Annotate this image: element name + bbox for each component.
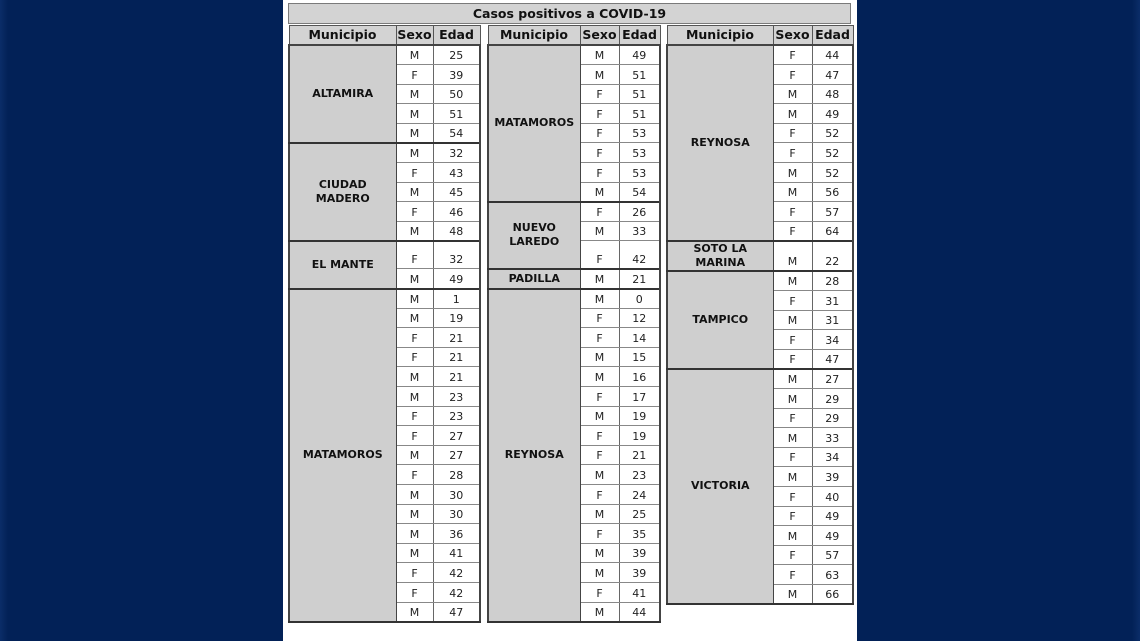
sexo-cell: M	[580, 289, 619, 309]
sexo-cell: F	[396, 582, 433, 602]
sexo-cell: M	[773, 428, 812, 448]
edad-cell: 34	[812, 447, 853, 467]
table-row	[488, 202, 660, 222]
sexo-cell: F	[580, 241, 619, 269]
sexo-cell: F	[580, 84, 619, 104]
sexo-cell: F	[773, 330, 812, 350]
edad-cell: 49	[812, 506, 853, 526]
sexo-cell: M	[396, 289, 433, 309]
sexo-cell: F	[773, 221, 812, 241]
edad-cell: 33	[812, 428, 853, 448]
sexo-cell: M	[396, 143, 433, 163]
header-sexo: Sexo	[580, 26, 619, 46]
edad-cell: 23	[619, 465, 660, 485]
sexo-cell: M	[773, 310, 812, 330]
edad-cell: 21	[619, 445, 660, 465]
edad-cell: 39	[433, 65, 480, 85]
edad-cell: 15	[619, 347, 660, 367]
edad-cell: 31	[812, 291, 853, 311]
table-row	[488, 289, 660, 309]
table-row	[667, 241, 853, 271]
edad-cell: 28	[812, 271, 853, 291]
sexo-cell: F	[773, 143, 812, 163]
sexo-cell: F	[580, 123, 619, 143]
sexo-cell: F	[773, 486, 812, 506]
sexo-cell: F	[580, 308, 619, 328]
edad-cell: 24	[619, 484, 660, 504]
sexo-cell: F	[580, 387, 619, 407]
municipio-cell: CIUDAD MADERO	[289, 143, 396, 241]
table-title: Casos positivos a COVID-19	[288, 3, 851, 24]
edad-cell: 29	[812, 389, 853, 409]
edad-cell: 42	[433, 582, 480, 602]
sexo-cell: F	[773, 506, 812, 526]
edad-cell: 19	[433, 308, 480, 328]
edad-cell: 27	[433, 445, 480, 465]
header-edad: Edad	[619, 26, 660, 46]
edad-cell: 14	[619, 328, 660, 348]
sexo-cell: F	[773, 349, 812, 369]
edad-cell: 54	[433, 123, 480, 143]
edad-cell: 34	[812, 330, 853, 350]
sexo-cell: F	[773, 65, 812, 85]
municipio-cell: PADILLA	[488, 269, 580, 289]
table-row	[488, 269, 660, 289]
edad-cell: 51	[619, 65, 660, 85]
sexo-cell: M	[396, 484, 433, 504]
edad-cell: 51	[619, 84, 660, 104]
cases-table-3	[666, 25, 854, 605]
sexo-cell: M	[773, 271, 812, 291]
edad-cell: 63	[812, 565, 853, 585]
edad-cell: 49	[433, 269, 480, 289]
edad-cell: 32	[433, 241, 480, 269]
edad-cell: 44	[812, 45, 853, 65]
edad-cell: 44	[619, 602, 660, 622]
sexo-cell: M	[580, 543, 619, 563]
header-municipio: Municipio	[667, 26, 773, 46]
sexo-cell: F	[580, 163, 619, 183]
edad-cell: 30	[433, 484, 480, 504]
municipio-cell: REYNOSA	[667, 45, 773, 241]
sexo-cell: M	[396, 45, 433, 65]
sexo-cell: M	[773, 163, 812, 183]
edad-cell: 30	[433, 504, 480, 524]
municipio-cell: EL MANTE	[289, 241, 396, 289]
edad-cell: 53	[619, 163, 660, 183]
edad-cell: 21	[433, 328, 480, 348]
sexo-cell: M	[396, 543, 433, 563]
sexo-cell: M	[580, 347, 619, 367]
edad-cell: 47	[812, 65, 853, 85]
sexo-cell: M	[396, 504, 433, 524]
sexo-cell: M	[580, 367, 619, 387]
sexo-cell: F	[396, 202, 433, 222]
edad-cell: 23	[433, 406, 480, 426]
municipio-cell: NUEVO LAREDO	[488, 202, 580, 269]
edad-cell: 51	[619, 104, 660, 124]
header-municipio: Municipio	[289, 26, 396, 46]
sexo-cell: F	[396, 465, 433, 485]
header-row	[667, 26, 853, 46]
edad-cell: 52	[812, 163, 853, 183]
edad-cell: 51	[433, 104, 480, 124]
edad-cell: 21	[619, 269, 660, 289]
edad-cell: 49	[619, 45, 660, 65]
sexo-cell: M	[396, 123, 433, 143]
sexo-cell: F	[580, 143, 619, 163]
sexo-cell: M	[396, 367, 433, 387]
edad-cell: 48	[812, 84, 853, 104]
edad-cell: 40	[812, 486, 853, 506]
table-body	[488, 45, 660, 622]
table-row	[289, 45, 480, 65]
edad-cell: 50	[433, 84, 480, 104]
sexo-cell: F	[396, 406, 433, 426]
sexo-cell: M	[396, 182, 433, 202]
sexo-cell: F	[396, 65, 433, 85]
table-row	[667, 45, 853, 65]
table-row	[667, 271, 853, 291]
table-body	[667, 45, 853, 604]
edad-cell: 45	[433, 182, 480, 202]
edad-cell: 25	[433, 45, 480, 65]
edad-cell: 56	[812, 182, 853, 202]
sexo-cell: M	[773, 241, 812, 271]
edad-cell: 47	[433, 602, 480, 622]
edad-cell: 19	[619, 406, 660, 426]
header-municipio: Municipio	[488, 26, 580, 46]
sexo-cell: M	[396, 221, 433, 241]
sexo-cell: F	[580, 426, 619, 446]
sexo-cell: M	[396, 602, 433, 622]
municipio-cell: REYNOSA	[488, 289, 580, 622]
sexo-cell: M	[773, 84, 812, 104]
edad-cell: 16	[619, 367, 660, 387]
edad-cell: 53	[619, 123, 660, 143]
sexo-cell: M	[773, 369, 812, 389]
municipio-cell: VICTORIA	[667, 369, 773, 604]
edad-cell: 36	[433, 524, 480, 544]
edad-cell: 42	[433, 563, 480, 583]
edad-cell: 27	[433, 426, 480, 446]
edad-cell: 39	[812, 467, 853, 487]
sexo-cell: F	[580, 582, 619, 602]
cases-table-2	[487, 25, 661, 623]
edad-cell: 49	[812, 104, 853, 124]
sexo-cell: F	[773, 545, 812, 565]
sexo-cell: F	[773, 408, 812, 428]
sexo-cell: M	[396, 308, 433, 328]
sexo-cell: M	[580, 406, 619, 426]
edad-cell: 17	[619, 387, 660, 407]
sexo-cell: F	[580, 104, 619, 124]
sexo-cell: F	[580, 445, 619, 465]
edad-cell: 21	[433, 347, 480, 367]
sexo-cell: M	[580, 504, 619, 524]
municipio-cell: MATAMOROS	[289, 289, 396, 622]
edad-cell: 39	[619, 563, 660, 583]
background-edge-left	[0, 0, 8, 641]
sexo-cell: M	[580, 182, 619, 202]
sexo-cell: M	[580, 563, 619, 583]
sexo-cell: M	[580, 602, 619, 622]
edad-cell: 35	[619, 524, 660, 544]
edad-cell: 1	[433, 289, 480, 309]
sexo-cell: M	[396, 104, 433, 124]
header-edad: Edad	[812, 26, 853, 46]
sexo-cell: F	[396, 163, 433, 183]
edad-cell: 41	[619, 582, 660, 602]
sexo-cell: F	[773, 291, 812, 311]
edad-cell: 0	[619, 289, 660, 309]
sexo-cell: M	[580, 65, 619, 85]
sexo-cell: F	[396, 426, 433, 446]
edad-cell: 22	[812, 241, 853, 271]
sexo-cell: M	[396, 269, 433, 289]
sexo-cell: M	[773, 104, 812, 124]
edad-cell: 49	[812, 526, 853, 546]
edad-cell: 41	[433, 543, 480, 563]
header-sexo: Sexo	[396, 26, 433, 46]
edad-cell: 57	[812, 545, 853, 565]
edad-cell: 33	[619, 221, 660, 241]
sexo-cell: F	[396, 347, 433, 367]
sexo-cell: M	[580, 45, 619, 65]
header-row	[488, 26, 660, 46]
sexo-cell: F	[580, 328, 619, 348]
edad-cell: 57	[812, 202, 853, 222]
sexo-cell: F	[773, 565, 812, 585]
sexo-cell: M	[396, 445, 433, 465]
sexo-cell: M	[396, 387, 433, 407]
edad-cell: 39	[619, 543, 660, 563]
sexo-cell: F	[580, 202, 619, 222]
sexo-cell: F	[396, 328, 433, 348]
edad-cell: 12	[619, 308, 660, 328]
edad-cell: 19	[619, 426, 660, 446]
edad-cell: 66	[812, 584, 853, 604]
table-row	[667, 369, 853, 389]
sexo-cell: M	[773, 584, 812, 604]
edad-cell: 42	[619, 241, 660, 269]
header-edad: Edad	[433, 26, 480, 46]
edad-cell: 64	[812, 221, 853, 241]
edad-cell: 26	[619, 202, 660, 222]
sexo-cell: F	[773, 45, 812, 65]
edad-cell: 28	[433, 465, 480, 485]
header-sexo: Sexo	[773, 26, 812, 46]
municipio-cell: SOTO LA MARINA	[667, 241, 773, 271]
sexo-cell: M	[396, 524, 433, 544]
edad-cell: 46	[433, 202, 480, 222]
edad-cell: 31	[812, 310, 853, 330]
sexo-cell: F	[396, 241, 433, 269]
edad-cell: 53	[619, 143, 660, 163]
background-edge-right	[1132, 0, 1140, 641]
edad-cell: 48	[433, 221, 480, 241]
municipio-cell: TAMPICO	[667, 271, 773, 369]
municipio-cell: MATAMOROS	[488, 45, 580, 202]
edad-cell: 54	[619, 182, 660, 202]
sexo-cell: F	[396, 563, 433, 583]
sexo-cell: F	[773, 447, 812, 467]
sexo-cell: M	[773, 389, 812, 409]
sexo-cell: M	[580, 221, 619, 241]
edad-cell: 21	[433, 367, 480, 387]
sexo-cell: M	[773, 526, 812, 546]
header-row	[289, 26, 480, 46]
sexo-cell: M	[773, 467, 812, 487]
sexo-cell: M	[396, 84, 433, 104]
municipio-cell: ALTAMIRA	[289, 45, 396, 143]
edad-cell: 52	[812, 143, 853, 163]
cases-table-1	[288, 25, 481, 623]
table-row	[289, 241, 480, 269]
sexo-cell: F	[580, 524, 619, 544]
sexo-cell: F	[580, 484, 619, 504]
table-body	[289, 45, 480, 622]
edad-cell: 47	[812, 349, 853, 369]
edad-cell: 27	[812, 369, 853, 389]
table-row	[488, 45, 660, 65]
edad-cell: 25	[619, 504, 660, 524]
edad-cell: 52	[812, 123, 853, 143]
sexo-cell: F	[773, 123, 812, 143]
sexo-cell: F	[773, 202, 812, 222]
table-row	[289, 289, 480, 309]
edad-cell: 29	[812, 408, 853, 428]
sexo-cell: M	[580, 269, 619, 289]
document-panel	[283, 0, 857, 641]
edad-cell: 43	[433, 163, 480, 183]
sexo-cell: M	[580, 465, 619, 485]
table-row	[289, 143, 480, 163]
edad-cell: 32	[433, 143, 480, 163]
edad-cell: 23	[433, 387, 480, 407]
sexo-cell: M	[773, 182, 812, 202]
